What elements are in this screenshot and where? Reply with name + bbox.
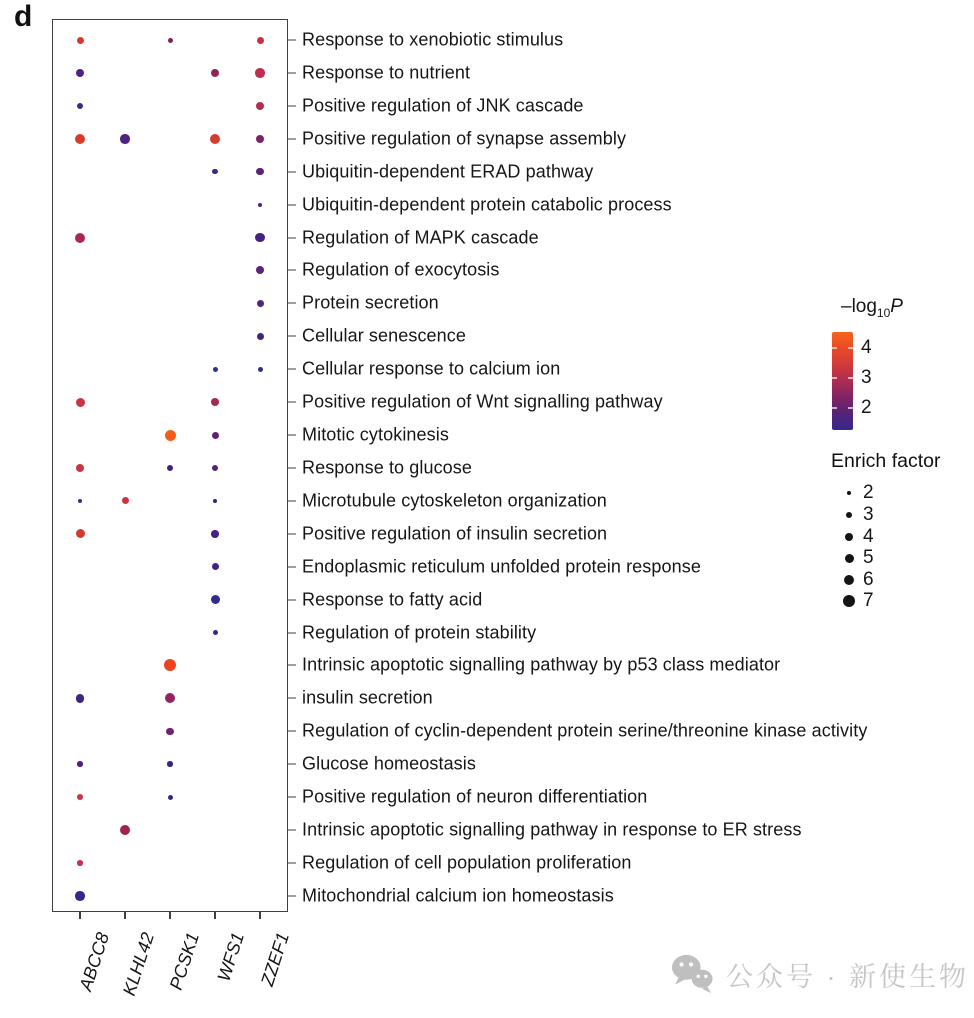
term-label: insulin secretion [302, 687, 433, 708]
term-tick [288, 402, 296, 403]
colorbar-title-p: P [890, 296, 903, 317]
plot-dot [257, 37, 264, 44]
plot-dot [75, 891, 85, 901]
panel-label: d [14, 0, 33, 33]
term-label: Ubiquitin-dependent protein catabolic process [302, 194, 672, 215]
colorbar-tick-label: 4 [861, 337, 872, 358]
plot-dot [257, 300, 264, 307]
plot-dot [211, 595, 220, 604]
plot-dot [255, 68, 265, 78]
term-tick [288, 72, 296, 73]
term-tick [288, 171, 296, 172]
term-label: Mitotic cytokinesis [302, 424, 449, 445]
colorbar-tick-label: 2 [861, 397, 872, 418]
term-tick [288, 500, 296, 501]
term-label: Mitochondrial calcium ion homeostasis [302, 885, 614, 906]
plot-dot [77, 761, 83, 767]
term-row [288, 688, 433, 709]
term-row [288, 260, 500, 281]
gene-axis-label: ABCC8 [75, 930, 114, 994]
size-legend-item [836, 526, 874, 548]
colorbar-notch [848, 347, 853, 349]
term-row [288, 754, 476, 775]
plot-dot [167, 761, 173, 767]
term-row [288, 820, 802, 841]
size-legend-label: 3 [863, 504, 874, 525]
term-label: Cellular response to calcium ion [302, 358, 561, 379]
colorbar-tick-label: 3 [861, 367, 872, 388]
plot-dot [167, 465, 173, 471]
term-row [288, 622, 536, 643]
plot-dot [120, 134, 130, 144]
term-tick [288, 698, 296, 699]
plot-dot [256, 102, 264, 110]
term-label: Positive regulation of neuron differentiation [302, 786, 648, 807]
term-tick [288, 665, 296, 666]
term-tick [288, 533, 296, 534]
plot-dot [212, 465, 218, 471]
plot-dot [166, 728, 174, 736]
term-row [288, 853, 632, 874]
size-legend-label: 6 [863, 569, 874, 590]
term-row [288, 721, 867, 742]
plot-dot [77, 860, 83, 866]
term-tick [288, 797, 296, 798]
term-tick [288, 369, 296, 370]
size-legend-item [836, 504, 874, 526]
term-row [288, 326, 466, 347]
colorbar-notch [832, 377, 837, 379]
term-tick [288, 830, 296, 831]
size-legend-item [836, 590, 874, 612]
colorbar-title-prefix: –log [841, 296, 877, 317]
term-label: Positive regulation of synapse assembly [302, 128, 627, 149]
term-label: Regulation of exocytosis [302, 259, 500, 280]
plot-dot [165, 430, 176, 441]
term-tick [288, 237, 296, 238]
watermark-text: 公众号 · 新使生物 [726, 961, 969, 992]
term-row [288, 293, 439, 314]
plot-dot [75, 134, 85, 144]
term-tick [288, 566, 296, 567]
term-row [288, 885, 614, 906]
gene-axis-label: PCSK1 [165, 930, 204, 993]
plot-dot [213, 367, 218, 372]
term-row [288, 523, 607, 544]
term-row [288, 457, 472, 478]
term-label: Regulation of cell population proliferation [302, 852, 632, 873]
plot-dot [168, 795, 173, 800]
size-legend-item [836, 482, 874, 504]
term-label: Ubiquitin-dependent ERAD pathway [302, 161, 594, 182]
term-label: Endoplasmic reticulum unfolded protein response [302, 556, 701, 577]
term-label: Response to xenobiotic stimulus [302, 29, 564, 50]
term-tick [288, 138, 296, 139]
term-label: Intrinsic apoptotic signalling pathway by p53 class mediator [302, 654, 781, 675]
plot-dot [212, 563, 219, 570]
term-row [288, 194, 672, 215]
term-label: Intrinsic apoptotic signalling pathway in response to ER stress [302, 819, 802, 840]
term-label: Regulation of MAPK cascade [302, 227, 539, 248]
term-tick [288, 204, 296, 205]
term-tick [288, 599, 296, 600]
term-tick [288, 435, 296, 436]
size-legend-dot-wrap [836, 595, 862, 607]
term-tick [288, 731, 296, 732]
term-row [288, 227, 539, 248]
plot-dot [77, 37, 84, 44]
size-legend-label: 2 [863, 482, 874, 503]
term-row [288, 556, 701, 577]
term-label: Protein secretion [302, 292, 439, 313]
gene-axis-label: ZZEF1 [256, 930, 294, 989]
plot-dot [212, 432, 219, 439]
term-row [288, 95, 584, 116]
term-label: Positive regulation of insulin secretion [302, 523, 608, 544]
colorbar-title [841, 296, 903, 320]
term-row [288, 392, 663, 413]
term-label: Positive regulation of Wnt signalling pathway [302, 391, 663, 412]
term-row [288, 30, 563, 51]
colorbar-title-subscript: 10 [876, 305, 891, 320]
size-legend-dot [845, 554, 854, 563]
gene-axis-tick [259, 912, 261, 919]
size-legend-label: 4 [863, 526, 874, 547]
term-label: Regulation of cyclin-dependent protein serine/threonine kinase activity [302, 720, 868, 741]
colorbar-notch [832, 347, 837, 349]
gene-axis-tick [124, 912, 126, 919]
term-label: Regulation of protein stability [302, 622, 537, 643]
size-legend-label: 7 [863, 590, 874, 611]
term-row [288, 787, 647, 808]
wechat-icon [670, 953, 716, 995]
colorbar-notch [832, 407, 837, 409]
term-label: Response to glucose [302, 457, 473, 478]
plot-dot [210, 134, 220, 144]
size-legend-dot [847, 491, 852, 496]
colorbar-notch [848, 407, 853, 409]
term-row [288, 425, 449, 446]
term-tick [288, 270, 296, 271]
term-row [288, 589, 482, 610]
size-legend-dot-wrap [836, 512, 862, 519]
plot-dot [168, 38, 173, 43]
size-legend-item [836, 569, 874, 591]
plot-dot [76, 694, 85, 703]
term-tick [288, 895, 296, 896]
term-row [288, 490, 607, 511]
plot-dot [211, 530, 219, 538]
term-label: Positive regulation of JNK cascade [302, 95, 584, 116]
term-row [288, 161, 593, 182]
gene-axis-label: WFS1 [213, 930, 249, 984]
term-label: Response to fatty acid [302, 589, 483, 610]
term-label: Response to nutrient [302, 62, 471, 83]
gene-axis-tick [79, 912, 81, 919]
size-legend-dot [846, 512, 853, 519]
term-tick [288, 40, 296, 41]
size-legend-dot-wrap [836, 533, 862, 541]
size-legend-dot [843, 595, 855, 607]
plot-dot [75, 233, 85, 243]
plot-dot [213, 630, 218, 635]
size-legend-dot-wrap [836, 575, 862, 586]
plot-dot [76, 398, 85, 407]
plot-dot [76, 69, 84, 77]
plot-dot [76, 529, 85, 538]
term-tick [288, 764, 296, 765]
size-legend-title: Enrich factor [831, 450, 941, 472]
size-legend-dot-wrap [836, 554, 862, 563]
term-tick [288, 467, 296, 468]
gene-axis-tick [169, 912, 171, 919]
size-legend-dot-wrap [836, 491, 862, 496]
term-tick [288, 863, 296, 864]
term-row [288, 62, 470, 83]
term-label: Cellular senescence [302, 325, 466, 346]
plot-dot [255, 233, 265, 243]
size-legend-label: 5 [863, 547, 874, 568]
plot-dot [258, 203, 262, 207]
colorbar-notch [848, 377, 853, 379]
term-row [288, 128, 626, 149]
term-tick [288, 105, 296, 106]
term-tick [288, 303, 296, 304]
plot-dot [122, 497, 129, 504]
gene-axis-tick [214, 912, 216, 919]
size-legend-item [836, 547, 874, 569]
plot-dot [258, 367, 263, 372]
term-row [288, 655, 780, 676]
size-legend-dot [845, 533, 853, 541]
term-label: Glucose homeostasis [302, 753, 476, 774]
term-tick [288, 336, 296, 337]
gene-axis-label: KLHL42 [118, 930, 159, 999]
term-label: Microtubule cytoskeleton organization [302, 490, 607, 511]
watermark [670, 953, 969, 995]
plot-dot [257, 333, 264, 340]
term-row [288, 359, 560, 380]
term-tick [288, 632, 296, 633]
size-legend-dot [844, 575, 855, 586]
